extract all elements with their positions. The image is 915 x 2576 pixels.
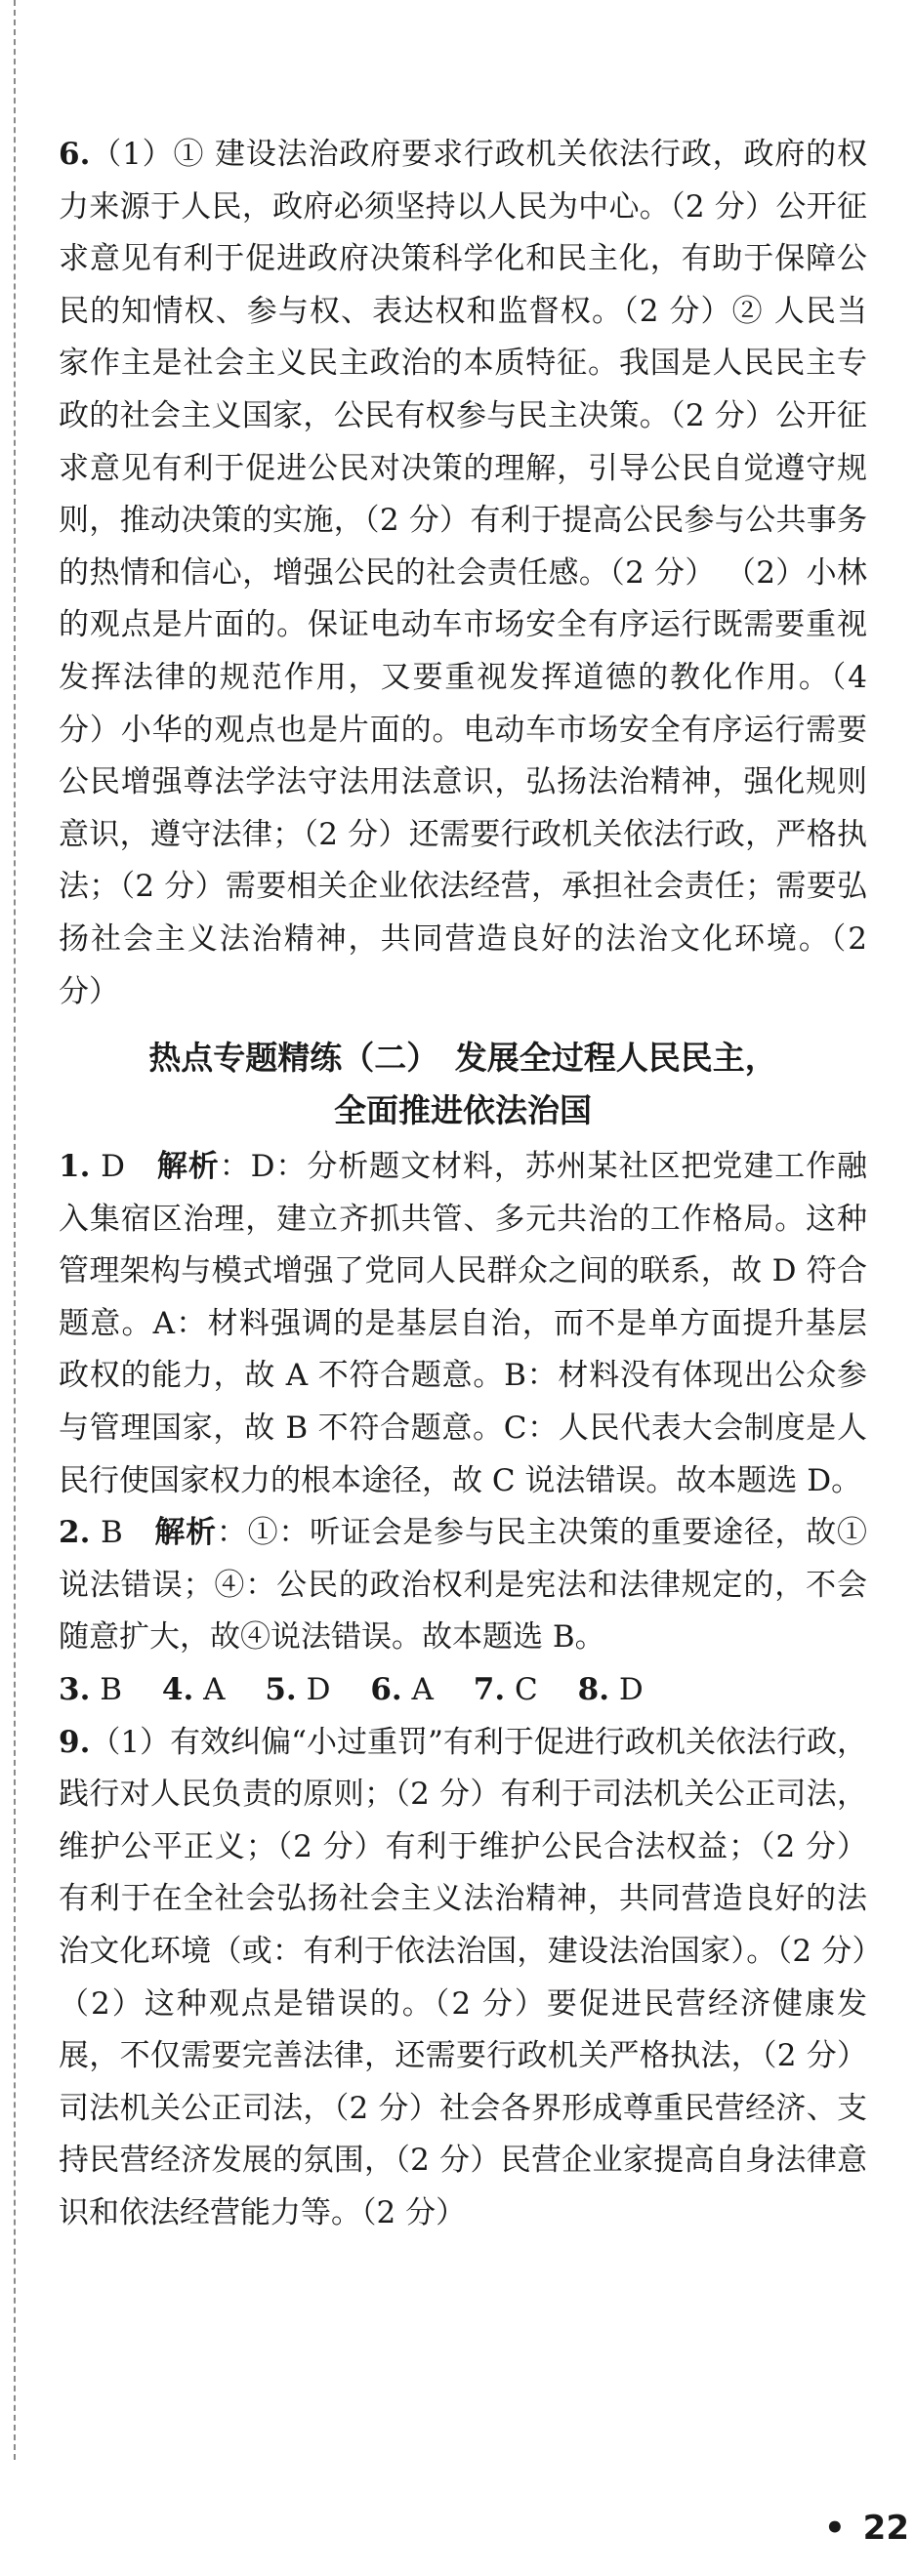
answer-q2 [59,1507,867,1664]
section-title-line-2: 全面推进依法治国 [334,1091,592,1130]
analysis-label: 解析 [156,1149,220,1185]
answer-choice: A [411,1672,434,1708]
answer-choice: C [515,1672,538,1708]
answer-q9 [59,1717,867,2240]
answer-choice: B [101,1515,123,1551]
section-title-line-1: 热点专题精练（二） 发展全过程人民民主， [148,1039,777,1078]
answer-choices-row [59,1664,867,1717]
question-number: 7. [473,1672,506,1708]
question-number: 1. [59,1149,91,1185]
question-number: 9. [59,1724,91,1760]
answer-content [59,129,867,2240]
answer-q6 [59,129,867,1018]
page-number-value: 22 [862,2509,909,2548]
analysis-text: ：①：听证会是参与民主决策的重要途径，故①说法错误；④：公民的政治权利是宪法和法律规定的，不会随意扩大，故④说法错误。故本题选 B。 [59,1515,868,1656]
answer-choice: D [618,1672,644,1708]
answer-q1 [59,1141,867,1507]
question-number: 3. [59,1672,91,1708]
question-number: 4. [161,1672,194,1708]
question-number: 8. [577,1672,609,1708]
answer-choice: B [100,1672,123,1708]
answer-text: （1）有效纠偏“小过重罚”有利于促进行政机关依法行政，践行对人民负责的原则；（2 分）有利于司法机关公正司法，维护公平正义；（2 分）有利于维护公民合法权益；（2 分）有利于在全社会弘扬社会主义法治精神，共同营造良好的法治文化环境（或：有利于依法治国，建设法治国家）。（2 分）（2）这种观点是错误的。（2 分）要促进民营经济健康发展，不仅需要完善法律，还需要行政机关严格执法，（2 分）司法机关公正司法，（2 分）社会各界形成尊重民营经济、支持民营经济发展的氛围，（2 分）民营企业家提高自身法律意识和依法经营能力等。（2 分） [59,1724,867,2230]
answer-choice: D [101,1149,126,1185]
page-number [824,2509,909,2548]
analysis-text: ：D：分析题文材料，苏州某社区把党建工作融入集宿区治理，建立齐抓共管、多元共治的工作格局。这种管理架构与模式增强了党同人民群众之间的联系，故 D 符合题意。A：材料强调的是基层自治，而不是单方面提升基层政权的能力，故 A 不符合题意。B：材料没有体现出公众参与管理国家，故 B 不符合题意。C：人民代表大会制度是人民行使国家权力的根本途径，故 C 说法错误。故本题选 D。 [59,1149,867,1498]
binding-margin-line [14,0,16,2460]
answer-choice: D [306,1672,331,1708]
answer-choice: A [203,1672,226,1708]
answer-text: （1）① 建设法治政府要求行政机关依法行政，政府的权力来源于人民，政府必须坚持以人民为中心。（2 分）公开征求意见有利于促进政府决策科学化和民主化，有助于保障公民的知情权、参与权、表达权和监督权。（2 分）② 人民当家作主是社会主义民主政治的本质特征。我国是人民民主专政的社会主义国家，公民有权参与民主决策。（2 分）公开征求意见有利于促进公民对决策的理解，引导公民自觉遵守规则，推动决策的实施，（2 分）有利于提高公民参与公共事务的热情和信心，增强公民的社会责任感。（2 分） （2）小林的观点是片面的。保证电动车市场安全有序运行既需要重视发挥法律的规范作用，又要重视发挥道德的教化作用。（4 分）小华的观点也是片面的。电动车市场安全有序运行需要公民增强尊法学法守法用法意识，弘扬法治精神，强化规则意识，遵守法律；（2 分）还需要行政机关依法行政，严格执法；（2 分）需要相关企业依法经营，承担社会责任；需要弘扬社会主义法治精神，共同营造良好的法治文化环境。（2 分） [59,137,867,1009]
question-number: 6. [59,137,91,172]
question-number: 2. [59,1515,91,1551]
section-title [59,1032,867,1137]
question-number: 6. [370,1672,402,1708]
question-number: 5. [265,1672,297,1708]
page-dot: • [823,2509,846,2548]
analysis-label: 解析 [154,1515,217,1551]
